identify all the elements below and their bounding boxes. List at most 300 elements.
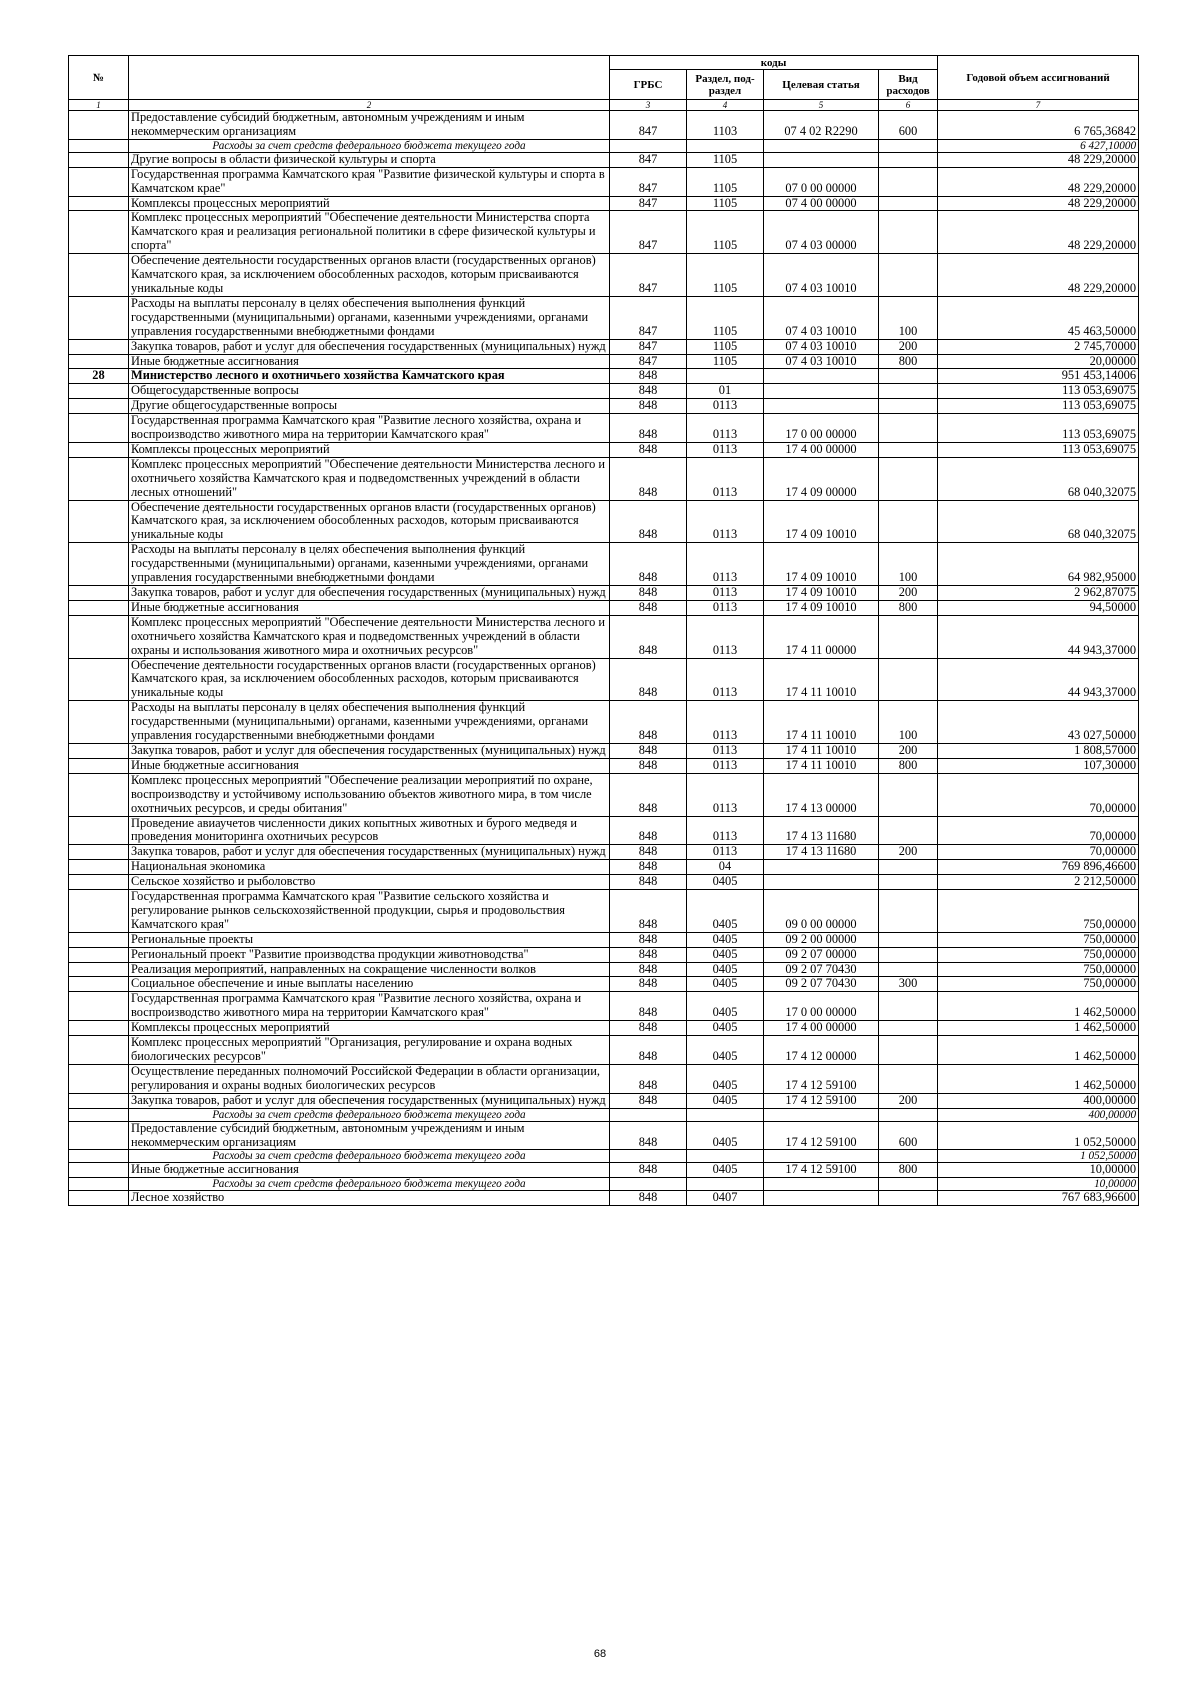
row-grbs-code: 848 — [610, 615, 687, 658]
row-name: Комплекс процессных мероприятий "Обеспечение деятельности Министерства лесного и охотничьего хозяйства Камчатского края и подведомственных учреждений в области охраны и использования животного мира и охотничьих ресурсов" — [129, 615, 610, 658]
row-number — [69, 600, 129, 615]
row-number — [69, 743, 129, 758]
row-amount: 750,00000 — [938, 932, 1139, 947]
table-row — [69, 1093, 1139, 1108]
row-grbs-code: 848 — [610, 399, 687, 414]
row-section-code: 0113 — [687, 743, 764, 758]
row-target-article — [764, 875, 879, 890]
row-name: Комплекс процессных мероприятий "Обеспечение деятельности Министерства лесного и охотничьего хозяйства Камчатского края и подведомственных учреждений в области лесных отношений" — [129, 457, 610, 500]
row-number — [69, 992, 129, 1021]
row-target-article: 07 4 03 00000 — [764, 211, 879, 254]
row-expense-type — [879, 196, 938, 211]
table-row — [69, 354, 1139, 369]
row-number — [69, 773, 129, 816]
row-expense-type — [879, 167, 938, 196]
row-grbs-code: 847 — [610, 211, 687, 254]
row-section-code: 0113 — [687, 658, 764, 701]
row-section-code: 0113 — [687, 600, 764, 615]
row-number — [69, 167, 129, 196]
row-name: Обеспечение деятельности государственных органов власти (государственных органов) Камчатского края, за исключением обособленных расходов, которым присваиваются уникальные коды — [129, 500, 610, 543]
row-section-code: 0113 — [687, 845, 764, 860]
row-number — [69, 196, 129, 211]
row-grbs-code: 848 — [610, 977, 687, 992]
row-name: Расходы за счет средств федерального бюджета текущего года — [129, 1150, 610, 1163]
column-number: 3 — [610, 100, 687, 111]
header-target-article: Целевая статья — [764, 70, 879, 100]
row-expense-type — [879, 1108, 938, 1121]
row-grbs-code: 848 — [610, 932, 687, 947]
row-target-article: 07 4 00 00000 — [764, 196, 879, 211]
row-number — [69, 500, 129, 543]
row-amount: 1 052,50000 — [938, 1121, 1139, 1150]
row-section-code: 0405 — [687, 1064, 764, 1093]
row-amount: 400,00000 — [938, 1093, 1139, 1108]
row-section-code: 1105 — [687, 167, 764, 196]
table-row — [69, 211, 1139, 254]
row-number — [69, 701, 129, 744]
row-amount: 70,00000 — [938, 816, 1139, 845]
row-expense-type — [879, 658, 938, 701]
row-target-article: 09 0 00 00000 — [764, 890, 879, 933]
row-section-code: 0405 — [687, 977, 764, 992]
row-number — [69, 414, 129, 443]
budget-allocation-table — [68, 55, 1139, 1206]
row-grbs-code: 848 — [610, 414, 687, 443]
row-number — [69, 339, 129, 354]
column-number: 1 — [69, 100, 129, 111]
row-grbs-code: 848 — [610, 743, 687, 758]
row-expense-type — [879, 1021, 938, 1036]
row-amount: 2 212,50000 — [938, 875, 1139, 890]
row-amount: 113 053,69075 — [938, 384, 1139, 399]
row-expense-type — [879, 816, 938, 845]
table-row — [69, 816, 1139, 845]
table-body — [69, 111, 1139, 1206]
row-expense-type — [879, 399, 938, 414]
table-row — [69, 414, 1139, 443]
row-section-code: 1105 — [687, 152, 764, 167]
row-amount: 94,50000 — [938, 600, 1139, 615]
row-section-code: 0407 — [687, 1191, 764, 1206]
table-row — [69, 773, 1139, 816]
row-amount: 750,00000 — [938, 977, 1139, 992]
row-section-code: 0113 — [687, 701, 764, 744]
row-grbs-code: 848 — [610, 369, 687, 384]
row-target-article: 17 4 12 00000 — [764, 1036, 879, 1065]
row-name: Государственная программа Камчатского края "Развитие физической культуры и спорта в Камчатском крае" — [129, 167, 610, 196]
table-row — [69, 845, 1139, 860]
row-number — [69, 586, 129, 601]
row-section-code — [687, 1108, 764, 1121]
row-target-article — [764, 1108, 879, 1121]
row-expense-type — [879, 139, 938, 152]
row-number: 28 — [69, 369, 129, 384]
row-target-article: 07 0 00 00000 — [764, 167, 879, 196]
row-number — [69, 152, 129, 167]
row-section-code: 0405 — [687, 1163, 764, 1178]
row-name: Лесное хозяйство — [129, 1191, 610, 1206]
column-number: 4 — [687, 100, 764, 111]
table-row — [69, 586, 1139, 601]
row-target-article: 07 4 03 10010 — [764, 296, 879, 339]
row-target-article — [764, 369, 879, 384]
row-grbs-code: 848 — [610, 773, 687, 816]
header-grbs: ГРБС — [610, 70, 687, 100]
row-number — [69, 658, 129, 701]
table-row — [69, 111, 1139, 140]
row-amount: 48 229,20000 — [938, 254, 1139, 297]
row-target-article: 07 4 03 10010 — [764, 254, 879, 297]
row-section-code: 0405 — [687, 1093, 764, 1108]
row-target-article: 17 4 09 00000 — [764, 457, 879, 500]
row-target-article — [764, 1191, 879, 1206]
row-expense-type — [879, 442, 938, 457]
row-grbs-code: 848 — [610, 1121, 687, 1150]
row-section-code: 0113 — [687, 500, 764, 543]
row-section-code: 0113 — [687, 586, 764, 601]
row-expense-type: 200 — [879, 339, 938, 354]
table-row — [69, 384, 1139, 399]
row-grbs-code: 848 — [610, 1163, 687, 1178]
table-row — [69, 932, 1139, 947]
row-number — [69, 758, 129, 773]
table-row — [69, 339, 1139, 354]
row-section-code — [687, 1178, 764, 1191]
row-grbs-code: 848 — [610, 600, 687, 615]
row-name: Социальное обеспечение и иные выплаты населению — [129, 977, 610, 992]
row-number — [69, 111, 129, 140]
row-amount: 48 229,20000 — [938, 167, 1139, 196]
row-amount: 68 040,32075 — [938, 500, 1139, 543]
row-section-code: 0113 — [687, 758, 764, 773]
row-name: Государственная программа Камчатского края "Развитие сельского хозяйства и регулирование рынков сельскохозяйственной продукции, сырья и продовольствия Камчатского края" — [129, 890, 610, 933]
row-section-code: 0405 — [687, 1121, 764, 1150]
row-number — [69, 875, 129, 890]
row-expense-type: 800 — [879, 1163, 938, 1178]
row-target-article — [764, 384, 879, 399]
row-name: Региональные проекты — [129, 932, 610, 947]
row-number — [69, 816, 129, 845]
page-number: 68 — [593, 1648, 607, 1660]
row-section-code: 1103 — [687, 111, 764, 140]
row-section-code: 01 — [687, 384, 764, 399]
row-expense-type — [879, 890, 938, 933]
row-number — [69, 211, 129, 254]
row-name: Предоставление субсидий бюджетным, автономным учреждениям и иным некоммерческим организациям — [129, 1121, 610, 1150]
column-number: 2 — [129, 100, 610, 111]
row-number — [69, 1093, 129, 1108]
row-target-article: 17 4 09 10010 — [764, 500, 879, 543]
row-section-code: 1105 — [687, 196, 764, 211]
row-section-code: 0113 — [687, 543, 764, 586]
table-row — [69, 254, 1139, 297]
table-row — [69, 977, 1139, 992]
row-grbs-code: 848 — [610, 947, 687, 962]
row-name: Расходы за счет средств федерального бюджета текущего года — [129, 1178, 610, 1191]
table-row — [69, 196, 1139, 211]
row-grbs-code — [610, 1108, 687, 1121]
table-row — [69, 296, 1139, 339]
row-amount: 107,30000 — [938, 758, 1139, 773]
row-amount: 48 229,20000 — [938, 152, 1139, 167]
row-name: Национальная экономика — [129, 860, 610, 875]
row-number — [69, 1163, 129, 1178]
row-expense-type — [879, 962, 938, 977]
row-section-code: 0405 — [687, 962, 764, 977]
row-name: Расходы на выплаты персоналу в целях обеспечения выполнения функций государственными (муниципальными) органами, казенными учреждениями, органами управления государственными внебюджетными фондами — [129, 701, 610, 744]
row-name: Министерство лесного и охотничьего хозяйства Камчатского края — [129, 369, 610, 384]
row-amount: 750,00000 — [938, 890, 1139, 933]
row-amount: 951 453,14006 — [938, 369, 1139, 384]
row-name: Комплекс процессных мероприятий "Обеспечение деятельности Министерства спорта Камчатского края и реализация региональной политики в сфере физической культуры и спорта" — [129, 211, 610, 254]
row-expense-type: 100 — [879, 701, 938, 744]
row-grbs-code: 848 — [610, 658, 687, 701]
row-amount: 2 745,70000 — [938, 339, 1139, 354]
table-row — [69, 890, 1139, 933]
row-expense-type — [879, 1036, 938, 1065]
table-row — [69, 399, 1139, 414]
row-number — [69, 399, 129, 414]
row-target-article: 17 0 00 00000 — [764, 992, 879, 1021]
row-target-article: 17 4 11 10010 — [764, 658, 879, 701]
row-expense-type: 800 — [879, 758, 938, 773]
row-target-article: 17 4 12 59100 — [764, 1163, 879, 1178]
row-target-article: 17 4 00 00000 — [764, 1021, 879, 1036]
row-expense-type — [879, 1191, 938, 1206]
row-amount: 750,00000 — [938, 962, 1139, 977]
row-section-code — [687, 139, 764, 152]
row-target-article: 17 4 11 10010 — [764, 758, 879, 773]
row-amount: 44 943,37000 — [938, 615, 1139, 658]
row-expense-type — [879, 860, 938, 875]
row-number — [69, 1150, 129, 1163]
row-amount: 1 808,57000 — [938, 743, 1139, 758]
row-expense-type — [879, 615, 938, 658]
row-target-article: 17 4 13 11680 — [764, 816, 879, 845]
row-target-article: 09 2 07 70430 — [764, 977, 879, 992]
row-name: Закупка товаров, работ и услуг для обеспечения государственных (муниципальных) нужд — [129, 845, 610, 860]
row-amount: 1 462,50000 — [938, 1036, 1139, 1065]
row-expense-type — [879, 1150, 938, 1163]
row-expense-type — [879, 500, 938, 543]
row-number — [69, 1108, 129, 1121]
row-expense-type — [879, 369, 938, 384]
row-name: Другие общегосударственные вопросы — [129, 399, 610, 414]
row-target-article: 17 4 09 10010 — [764, 586, 879, 601]
table-row — [69, 1064, 1139, 1093]
row-number — [69, 457, 129, 500]
row-expense-type — [879, 1064, 938, 1093]
row-amount: 70,00000 — [938, 773, 1139, 816]
row-amount: 20,00000 — [938, 354, 1139, 369]
row-amount: 43 027,50000 — [938, 701, 1139, 744]
row-name: Расходы на выплаты персоналу в целях обеспечения выполнения функций государственными (муниципальными) органами, казенными учреждениями, органами управления государственными внебюджетными фондами — [129, 543, 610, 586]
row-grbs-code: 848 — [610, 890, 687, 933]
row-number — [69, 139, 129, 152]
row-amount: 113 053,69075 — [938, 399, 1139, 414]
row-number — [69, 1064, 129, 1093]
budget-table-sheet — [68, 55, 1138, 1206]
row-amount: 1 462,50000 — [938, 1021, 1139, 1036]
row-section-code: 0113 — [687, 773, 764, 816]
row-name: Закупка товаров, работ и услуг для обеспечения государственных (муниципальных) нужд — [129, 586, 610, 601]
row-grbs-code: 848 — [610, 586, 687, 601]
row-number — [69, 615, 129, 658]
row-target-article — [764, 139, 879, 152]
header-section: Раздел, под-раздел — [687, 70, 764, 100]
row-target-article: 09 2 07 00000 — [764, 947, 879, 962]
row-section-code — [687, 1150, 764, 1163]
row-grbs-code: 847 — [610, 354, 687, 369]
table-row — [69, 860, 1139, 875]
row-number — [69, 1121, 129, 1150]
row-amount: 1 462,50000 — [938, 992, 1139, 1021]
row-number — [69, 962, 129, 977]
row-expense-type — [879, 1178, 938, 1191]
table-row — [69, 1178, 1139, 1191]
row-grbs-code: 848 — [610, 442, 687, 457]
row-number — [69, 947, 129, 962]
row-name: Обеспечение деятельности государственных органов власти (государственных органов) Камчатского края, за исключением обособленных расходов, которым присваиваются уникальные коды — [129, 254, 610, 297]
row-amount: 44 943,37000 — [938, 658, 1139, 701]
table-row — [69, 1036, 1139, 1065]
row-grbs-code: 848 — [610, 1036, 687, 1065]
row-name: Закупка товаров, работ и услуг для обеспечения государственных (муниципальных) нужд — [129, 1093, 610, 1108]
row-expense-type: 600 — [879, 1121, 938, 1150]
row-section-code: 0113 — [687, 615, 764, 658]
row-amount: 68 040,32075 — [938, 457, 1139, 500]
column-number: 6 — [879, 100, 938, 111]
row-expense-type: 200 — [879, 1093, 938, 1108]
row-grbs-code: 847 — [610, 296, 687, 339]
row-target-article: 17 4 09 10010 — [764, 543, 879, 586]
row-grbs-code: 848 — [610, 875, 687, 890]
table-row — [69, 615, 1139, 658]
row-number — [69, 977, 129, 992]
row-expense-type — [879, 947, 938, 962]
row-grbs-code: 848 — [610, 1064, 687, 1093]
row-target-article: 17 4 00 00000 — [764, 442, 879, 457]
row-expense-type: 800 — [879, 600, 938, 615]
table-row — [69, 875, 1139, 890]
row-target-article: 17 0 00 00000 — [764, 414, 879, 443]
row-name: Обеспечение деятельности государственных органов власти (государственных органов) Камчатского края, за исключением обособленных расходов, которым присваиваются уникальные коды — [129, 658, 610, 701]
row-expense-type: 100 — [879, 296, 938, 339]
row-target-article: 09 2 07 70430 — [764, 962, 879, 977]
row-amount: 45 463,50000 — [938, 296, 1139, 339]
row-number — [69, 890, 129, 933]
row-target-article: 09 2 00 00000 — [764, 932, 879, 947]
row-target-article: 17 4 11 10010 — [764, 701, 879, 744]
row-target-article: 07 4 03 10010 — [764, 339, 879, 354]
table-header — [69, 56, 1139, 111]
row-grbs-code: 848 — [610, 1191, 687, 1206]
row-grbs-code: 848 — [610, 457, 687, 500]
row-grbs-code — [610, 1178, 687, 1191]
column-number: 7 — [938, 100, 1139, 111]
row-grbs-code: 848 — [610, 1093, 687, 1108]
row-amount: 48 229,20000 — [938, 211, 1139, 254]
row-section-code — [687, 369, 764, 384]
row-expense-type — [879, 875, 938, 890]
row-grbs-code: 848 — [610, 962, 687, 977]
row-name: Проведение авиаучетов численности диких копытных животных и бурого медведя и проведения мониторинга охотничьих ресурсов — [129, 816, 610, 845]
row-target-article: 07 4 03 10010 — [764, 354, 879, 369]
row-amount: 64 982,95000 — [938, 543, 1139, 586]
column-number: 5 — [764, 100, 879, 111]
row-section-code: 0113 — [687, 399, 764, 414]
row-target-article: 17 4 11 10010 — [764, 743, 879, 758]
row-section-code: 1105 — [687, 254, 764, 297]
row-expense-type — [879, 414, 938, 443]
row-target-article — [764, 1150, 879, 1163]
row-target-article — [764, 152, 879, 167]
row-amount: 10,00000 — [938, 1163, 1139, 1178]
row-target-article: 17 4 12 59100 — [764, 1064, 879, 1093]
row-section-code: 0405 — [687, 947, 764, 962]
row-target-article: 17 4 13 00000 — [764, 773, 879, 816]
row-name: Комплекс процессных мероприятий "Организация, регулирование и охрана водных биологических ресурсов" — [129, 1036, 610, 1065]
table-row — [69, 743, 1139, 758]
row-name: Общегосударственные вопросы — [129, 384, 610, 399]
row-section-code: 0405 — [687, 1021, 764, 1036]
row-name: Сельское хозяйство и рыболовство — [129, 875, 610, 890]
row-section-code: 0405 — [687, 875, 764, 890]
row-name: Комплексы процессных мероприятий — [129, 442, 610, 457]
row-grbs-code: 848 — [610, 816, 687, 845]
row-expense-type: 100 — [879, 543, 938, 586]
table-row — [69, 962, 1139, 977]
row-number — [69, 1036, 129, 1065]
row-grbs-code: 847 — [610, 254, 687, 297]
table-row — [69, 1191, 1139, 1206]
row-amount: 1 462,50000 — [938, 1064, 1139, 1093]
row-expense-type: 600 — [879, 111, 938, 140]
row-name: Расходы на выплаты персоналу в целях обеспечения выполнения функций государственными (муниципальными) органами, казенными учреждениями, органами управления государственными внебюджетными фондами — [129, 296, 610, 339]
row-name: Иные бюджетные ассигнования — [129, 354, 610, 369]
row-amount: 48 229,20000 — [938, 196, 1139, 211]
row-amount: 750,00000 — [938, 947, 1139, 962]
row-section-code: 04 — [687, 860, 764, 875]
row-grbs-code — [610, 1150, 687, 1163]
row-name: Расходы за счет средств федерального бюджета текущего года — [129, 139, 610, 152]
row-name: Комплекс процессных мероприятий "Обеспечение реализации мероприятий по охране, воспроизводству и устойчивому использованию объектов животного мира, в том числе охотничьих ресурсов, и среды обитания" — [129, 773, 610, 816]
row-amount: 113 053,69075 — [938, 414, 1139, 443]
header-name — [129, 56, 610, 100]
header-expense-type: Вид расходов — [879, 70, 938, 100]
row-amount: 6 427,10000 — [938, 139, 1139, 152]
row-section-code: 1105 — [687, 296, 764, 339]
row-target-article: 17 4 12 59100 — [764, 1121, 879, 1150]
row-amount: 1 052,50000 — [938, 1150, 1139, 1163]
row-grbs-code: 848 — [610, 845, 687, 860]
table-row — [69, 658, 1139, 701]
row-expense-type — [879, 992, 938, 1021]
row-amount: 767 683,96600 — [938, 1191, 1139, 1206]
table-row — [69, 543, 1139, 586]
row-name: Иные бюджетные ассигнования — [129, 1163, 610, 1178]
row-grbs-code: 847 — [610, 196, 687, 211]
row-number — [69, 384, 129, 399]
row-grbs-code — [610, 139, 687, 152]
row-section-code: 0405 — [687, 1036, 764, 1065]
table-row — [69, 1121, 1139, 1150]
row-name: Государственная программа Камчатского края "Развитие лесного хозяйства, охрана и воспроизводство животного мира на территории Камчатского края" — [129, 992, 610, 1021]
row-expense-type — [879, 457, 938, 500]
table-row — [69, 442, 1139, 457]
row-target-article — [764, 860, 879, 875]
table-row — [69, 369, 1139, 384]
